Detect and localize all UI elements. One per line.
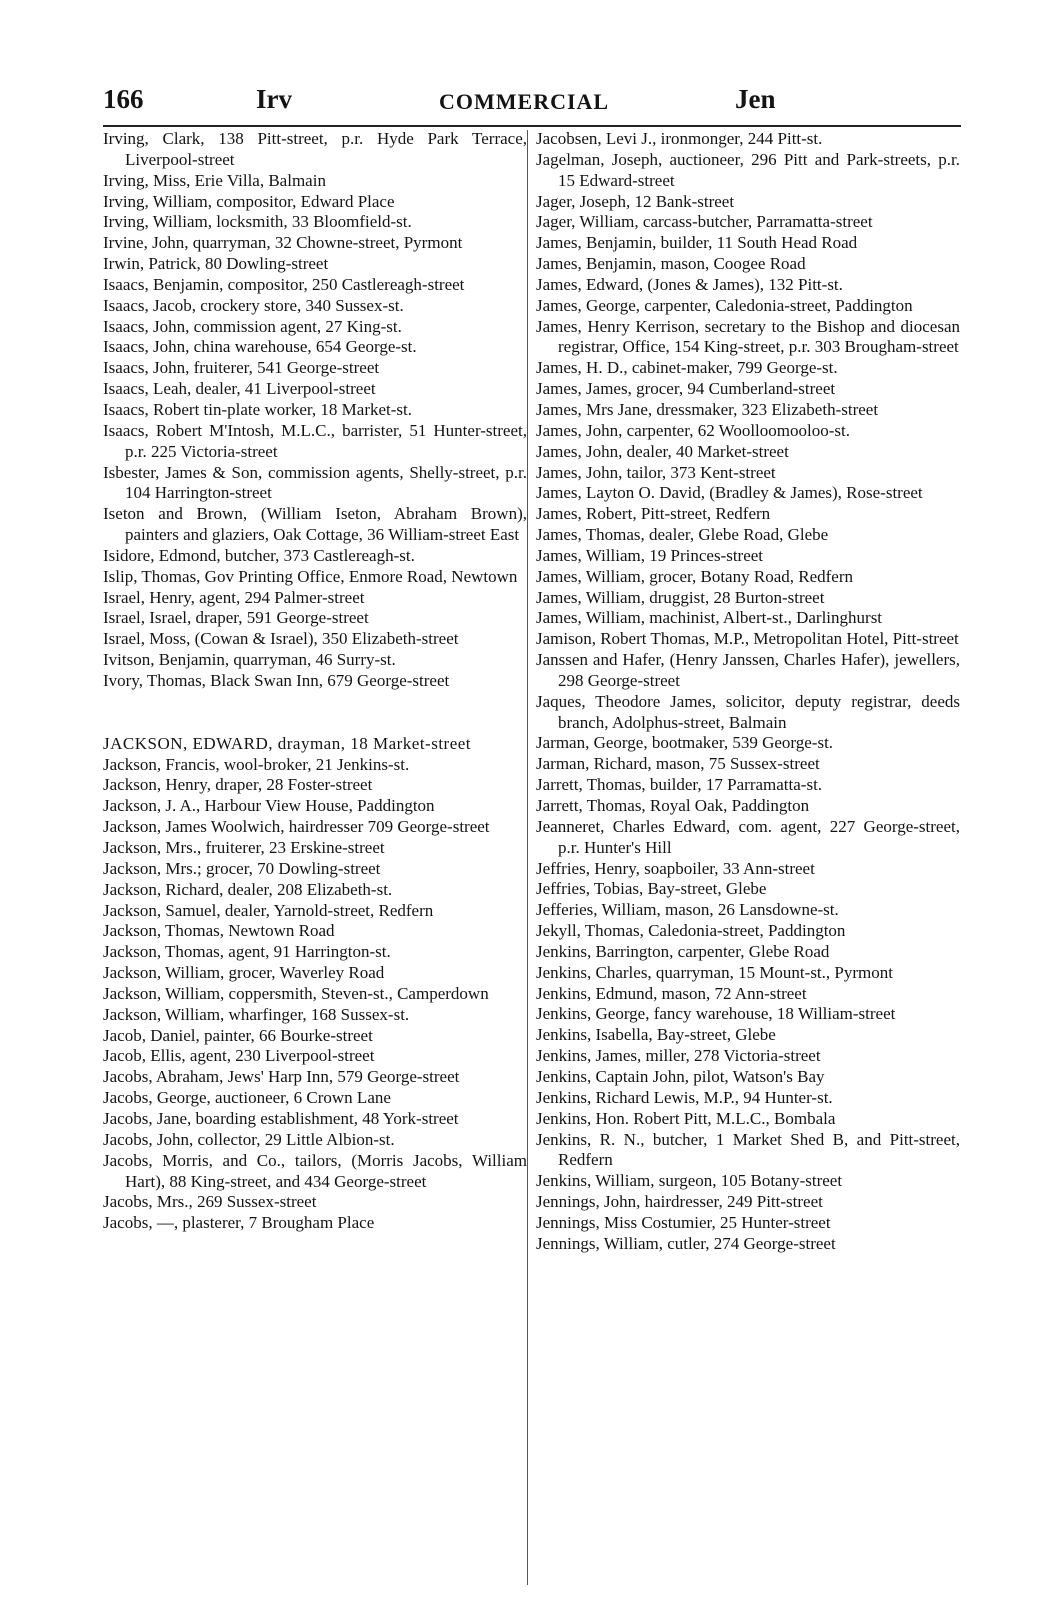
directory-entry: Irwin, Patrick, 80 Dowling-street	[103, 254, 329, 274]
directory-entry: James, Mrs Jane, dressmaker, 323 Elizabeth-street	[536, 399, 879, 419]
directory-entry: Jackson, William, wharfinger, 168 Sussex-st.	[103, 1004, 410, 1024]
directory-entry: Jenkins, Edmund, mason, 72 Ann-street	[536, 983, 807, 1003]
directory-entry: James, John, tailor, 373 Kent-street	[536, 462, 776, 482]
directory-entry: Jagelman, Joseph, auctioneer, 296 Pitt and Park-streets, p.r. 15 Edward-street	[536, 149, 960, 190]
directory-entry: Jacobsen, Levi J., ironmonger, 244 Pitt-st.	[536, 129, 823, 148]
directory-entry: Jackson, Mrs.; grocer, 70 Dowling-street	[103, 858, 381, 878]
directory-entry: James, William, druggist, 28 Burton-street	[536, 587, 825, 607]
directory-entry: James, William, grocer, Botany Road, Redfern	[536, 566, 853, 586]
directory-entry: Jenkins, Captain John, pilot, Watson's Bay	[536, 1066, 825, 1086]
directory-entry: Jackson, William, grocer, Waverley Road	[103, 963, 385, 983]
directory-entry: Jeffries, Tobias, Bay-street, Glebe	[536, 879, 767, 899]
directory-entry: Jenkins, William, surgeon, 105 Botany-street	[536, 1171, 843, 1191]
directory-entry: Jefferies, William, mason, 26 Lansdowne-st.	[536, 900, 839, 920]
directory-entry: Irvine, John, quarryman, 32 Chowne-street, Pyrmont	[103, 233, 463, 253]
directory-entry: Jager, William, carcass-butcher, Parramatta-street	[536, 212, 873, 232]
directory-entry: Jackson, Samuel, dealer, Yarnold-street, Redfern	[103, 900, 434, 920]
directory-entry: Jackson, Mrs., fruiterer, 23 Erskine-street	[103, 838, 385, 857]
directory-entry: Jager, Joseph, 12 Bank-street	[536, 191, 735, 211]
directory-entry: Jacobs, Abraham, Jews' Harp Inn, 579 George-street	[103, 1067, 460, 1087]
directory-entry: Irving, Miss, Erie Villa, Balmain	[103, 170, 326, 190]
directory-entry: James, Edward, (Jones & James), 132 Pitt-st.	[536, 274, 843, 294]
directory-entry: Irving, William, compositor, Edward Place	[103, 191, 395, 211]
directory-entry: Isaacs, John, china warehouse, 654 George-st.	[103, 337, 417, 357]
directory-entry: James, Benjamin, builder, 11 South Head Road	[536, 233, 858, 253]
directory-entry: Jenkins, Hon. Robert Pitt, M.L.C., Bombala	[536, 1108, 836, 1128]
directory-entry: James, Robert, Pitt-street, Redfern	[536, 504, 771, 524]
directory-entry: Jennings, Miss Costumier, 25 Hunter-street	[536, 1212, 831, 1232]
directory-entry: James, Henry Kerrison, secretary to the Bishop and diocesan registrar, Office, 154 King-street, p.r. 303 Brougham-street	[536, 316, 960, 357]
directory-entry: Jarman, Richard, mason, 75 Sussex-street	[536, 754, 820, 774]
directory-entry: Irving, William, locksmith, 33 Bloomfield-st.	[103, 212, 412, 232]
page-title: COMMERCIAL	[439, 89, 610, 114]
right-column	[536, 129, 960, 1255]
directory-entry: Israel, Henry, agent, 294 Palmer-street	[103, 587, 365, 607]
directory-entry: Jacobs, Jane, boarding establishment, 48 York-street	[103, 1108, 459, 1128]
page-header	[103, 84, 959, 124]
directory-entry: James, John, carpenter, 62 Woolloomooloo-st.	[536, 420, 850, 440]
directory-entry: Jacobs, George, auctioneer, 6 Crown Lane	[103, 1088, 391, 1108]
directory-entry: Jacob, Ellis, agent, 230 Liverpool-street	[103, 1046, 375, 1066]
directory-entry: Jackson, William, coppersmith, Steven-st., Camperdown	[103, 983, 489, 1003]
directory-entry: Isaacs, Robert M'Intosh, M.L.C., barrister, 51 Hunter-street, p.r. 225 Victoria-street	[103, 420, 527, 461]
left-guide-word: Irv	[256, 84, 292, 114]
directory-entry: Jamison, Robert Thomas, M.P., Metropolitan Hotel, Pitt-street	[536, 629, 959, 649]
directory-entry: Jenkins, James, miller, 278 Victoria-street	[536, 1046, 821, 1066]
directory-entry: Iseton and Brown, (William Iseton, Abraham Brown), painters and glaziers, Oak Cottage, 36 William-street East	[103, 504, 527, 545]
section-gap	[103, 692, 527, 734]
directory-entry: Jenkins, Charles, quarryman, 15 Mount-st., Pyrmont	[536, 962, 893, 982]
directory-entry: Jacobs, Mrs., 269 Sussex-street	[103, 1192, 317, 1212]
directory-entry: Jeanneret, Charles Edward, com. agent, 227 George-street, p.r. Hunter's Hill	[536, 816, 960, 857]
directory-entry: Jackson, James Woolwich, hairdresser 709 George-street	[103, 817, 490, 837]
directory-entry: Jekyll, Thomas, Caledonia-street, Paddington	[536, 921, 846, 941]
directory-entry: James, H. D., cabinet-maker, 799 George-st.	[536, 358, 838, 378]
page-number: 166	[103, 84, 144, 114]
directory-entry: Jarrett, Thomas, Royal Oak, Paddington	[536, 796, 810, 815]
directory-entry: Jenkins, Barrington, carpenter, Glebe Road	[536, 941, 830, 961]
directory-entry: Jackson, Thomas, agent, 91 Harrington-st.	[103, 942, 391, 962]
directory-entry: Jenkins, Richard Lewis, M.P., 94 Hunter-st.	[536, 1087, 833, 1107]
directory-entry: Isaacs, Benjamin, compositor, 250 Castlereagh-street	[103, 274, 465, 294]
column-divider	[527, 130, 528, 1585]
directory-entry: Jenkins, R. N., butcher, 1 Market Shed B, and Pitt-street, Redfern	[536, 1129, 960, 1170]
directory-entry: Jarrett, Thomas, builder, 17 Parramatta-st.	[536, 775, 823, 795]
directory-entry: Jaques, Theodore James, solicitor, deputy registrar, deeds branch, Adolphus-street, Balmain	[536, 691, 960, 732]
directory-entry: Jeffries, Henry, soapboiler, 33 Ann-street	[536, 858, 815, 878]
directory-entry: Israel, Israel, draper, 591 George-street	[103, 608, 369, 628]
directory-entry: Isbester, James & Son, commission agents, Shelly-street, p.r. 104 Harrington-street	[103, 462, 527, 503]
right-guide-word: Jen	[735, 84, 776, 114]
directory-entry: Jackson, J. A., Harbour View House, Paddington	[103, 796, 435, 816]
directory-entry: JACKSON, EDWARD, drayman, 18 Market-street	[103, 733, 472, 753]
directory-entry: Isidore, Edmond, butcher, 373 Castlereagh-st.	[103, 545, 415, 565]
directory-entry: Jarman, George, bootmaker, 539 George-st.	[536, 733, 834, 753]
directory-entry: James, George, carpenter, Caledonia-street, Paddington	[536, 295, 913, 315]
directory-entry: Jackson, Thomas, Newtown Road	[103, 921, 335, 941]
directory-entry: Ivory, Thomas, Black Swan Inn, 679 George-street	[103, 670, 450, 690]
directory-entry: Jacobs, —, plasterer, 7 Brougham Place	[103, 1213, 375, 1233]
directory-entry: James, Thomas, dealer, Glebe Road, Glebe	[536, 525, 829, 545]
directory-entry: Jackson, Richard, dealer, 208 Elizabeth-st.	[103, 879, 393, 899]
directory-entry: Jacobs, Morris, and Co., tailors, (Morris Jacobs, William Hart), 88 King-street, and 434 George-street	[103, 1150, 527, 1191]
directory-entry: Jenkins, Isabella, Bay-street, Glebe	[536, 1025, 776, 1045]
directory-entry: Islip, Thomas, Gov Printing Office, Enmore Road, Newtown	[103, 566, 518, 586]
directory-entry: James, James, grocer, 94 Cumberland-street	[536, 379, 836, 399]
directory-entry: Isaacs, John, commission agent, 27 King-st.	[103, 316, 402, 336]
directory-entry: James, John, dealer, 40 Market-street	[536, 441, 789, 461]
directory-entry: Ivitson, Benjamin, quarryman, 46 Surry-st.	[103, 650, 396, 670]
directory-entry: Isaacs, Jacob, crockery store, 340 Sussex-st.	[103, 295, 404, 315]
directory-entry: Irving, Clark, 138 Pitt-street, p.r. Hyde Park Terrace, Liverpool-street	[103, 129, 527, 169]
directory-entry: Jackson, Henry, draper, 28 Foster-street	[103, 775, 373, 795]
directory-entry: Jenkins, George, fancy warehouse, 18 William-street	[536, 1004, 896, 1024]
header-rule	[103, 125, 961, 127]
directory-entry: James, William, machinist, Albert-st., Darlinghurst	[536, 608, 883, 628]
directory-entry: Jacobs, John, collector, 29 Little Albion-st.	[103, 1129, 395, 1149]
directory-entry: Isaacs, Robert tin-plate worker, 18 Market-st.	[103, 399, 412, 419]
directory-entry: Jennings, John, hairdresser, 249 Pitt-street	[536, 1192, 823, 1212]
directory-entry: Janssen and Hafer, (Henry Janssen, Charles Hafer), jewellers, 298 George-street	[536, 650, 960, 690]
directory-entry: James, Benjamin, mason, Coogee Road	[536, 254, 806, 274]
directory-entry: Isaacs, Leah, dealer, 41 Liverpool-street	[103, 379, 376, 399]
directory-entry: Jackson, Francis, wool-broker, 21 Jenkins-st.	[103, 754, 410, 774]
directory-entry: Israel, Moss, (Cowan & Israel), 350 Elizabeth-street	[103, 629, 459, 649]
directory-entry: Jacob, Daniel, painter, 66 Bourke-street	[103, 1025, 373, 1045]
directory-entry: Jennings, William, cutler, 274 George-street	[536, 1233, 836, 1253]
directory-entry: James, William, 19 Princes-street	[536, 545, 764, 565]
left-column	[103, 129, 527, 1234]
directory-entry: Isaacs, John, fruiterer, 541 George-street	[103, 358, 380, 378]
directory-entry: James, Layton O. David, (Bradley & James), Rose-street	[536, 483, 923, 503]
